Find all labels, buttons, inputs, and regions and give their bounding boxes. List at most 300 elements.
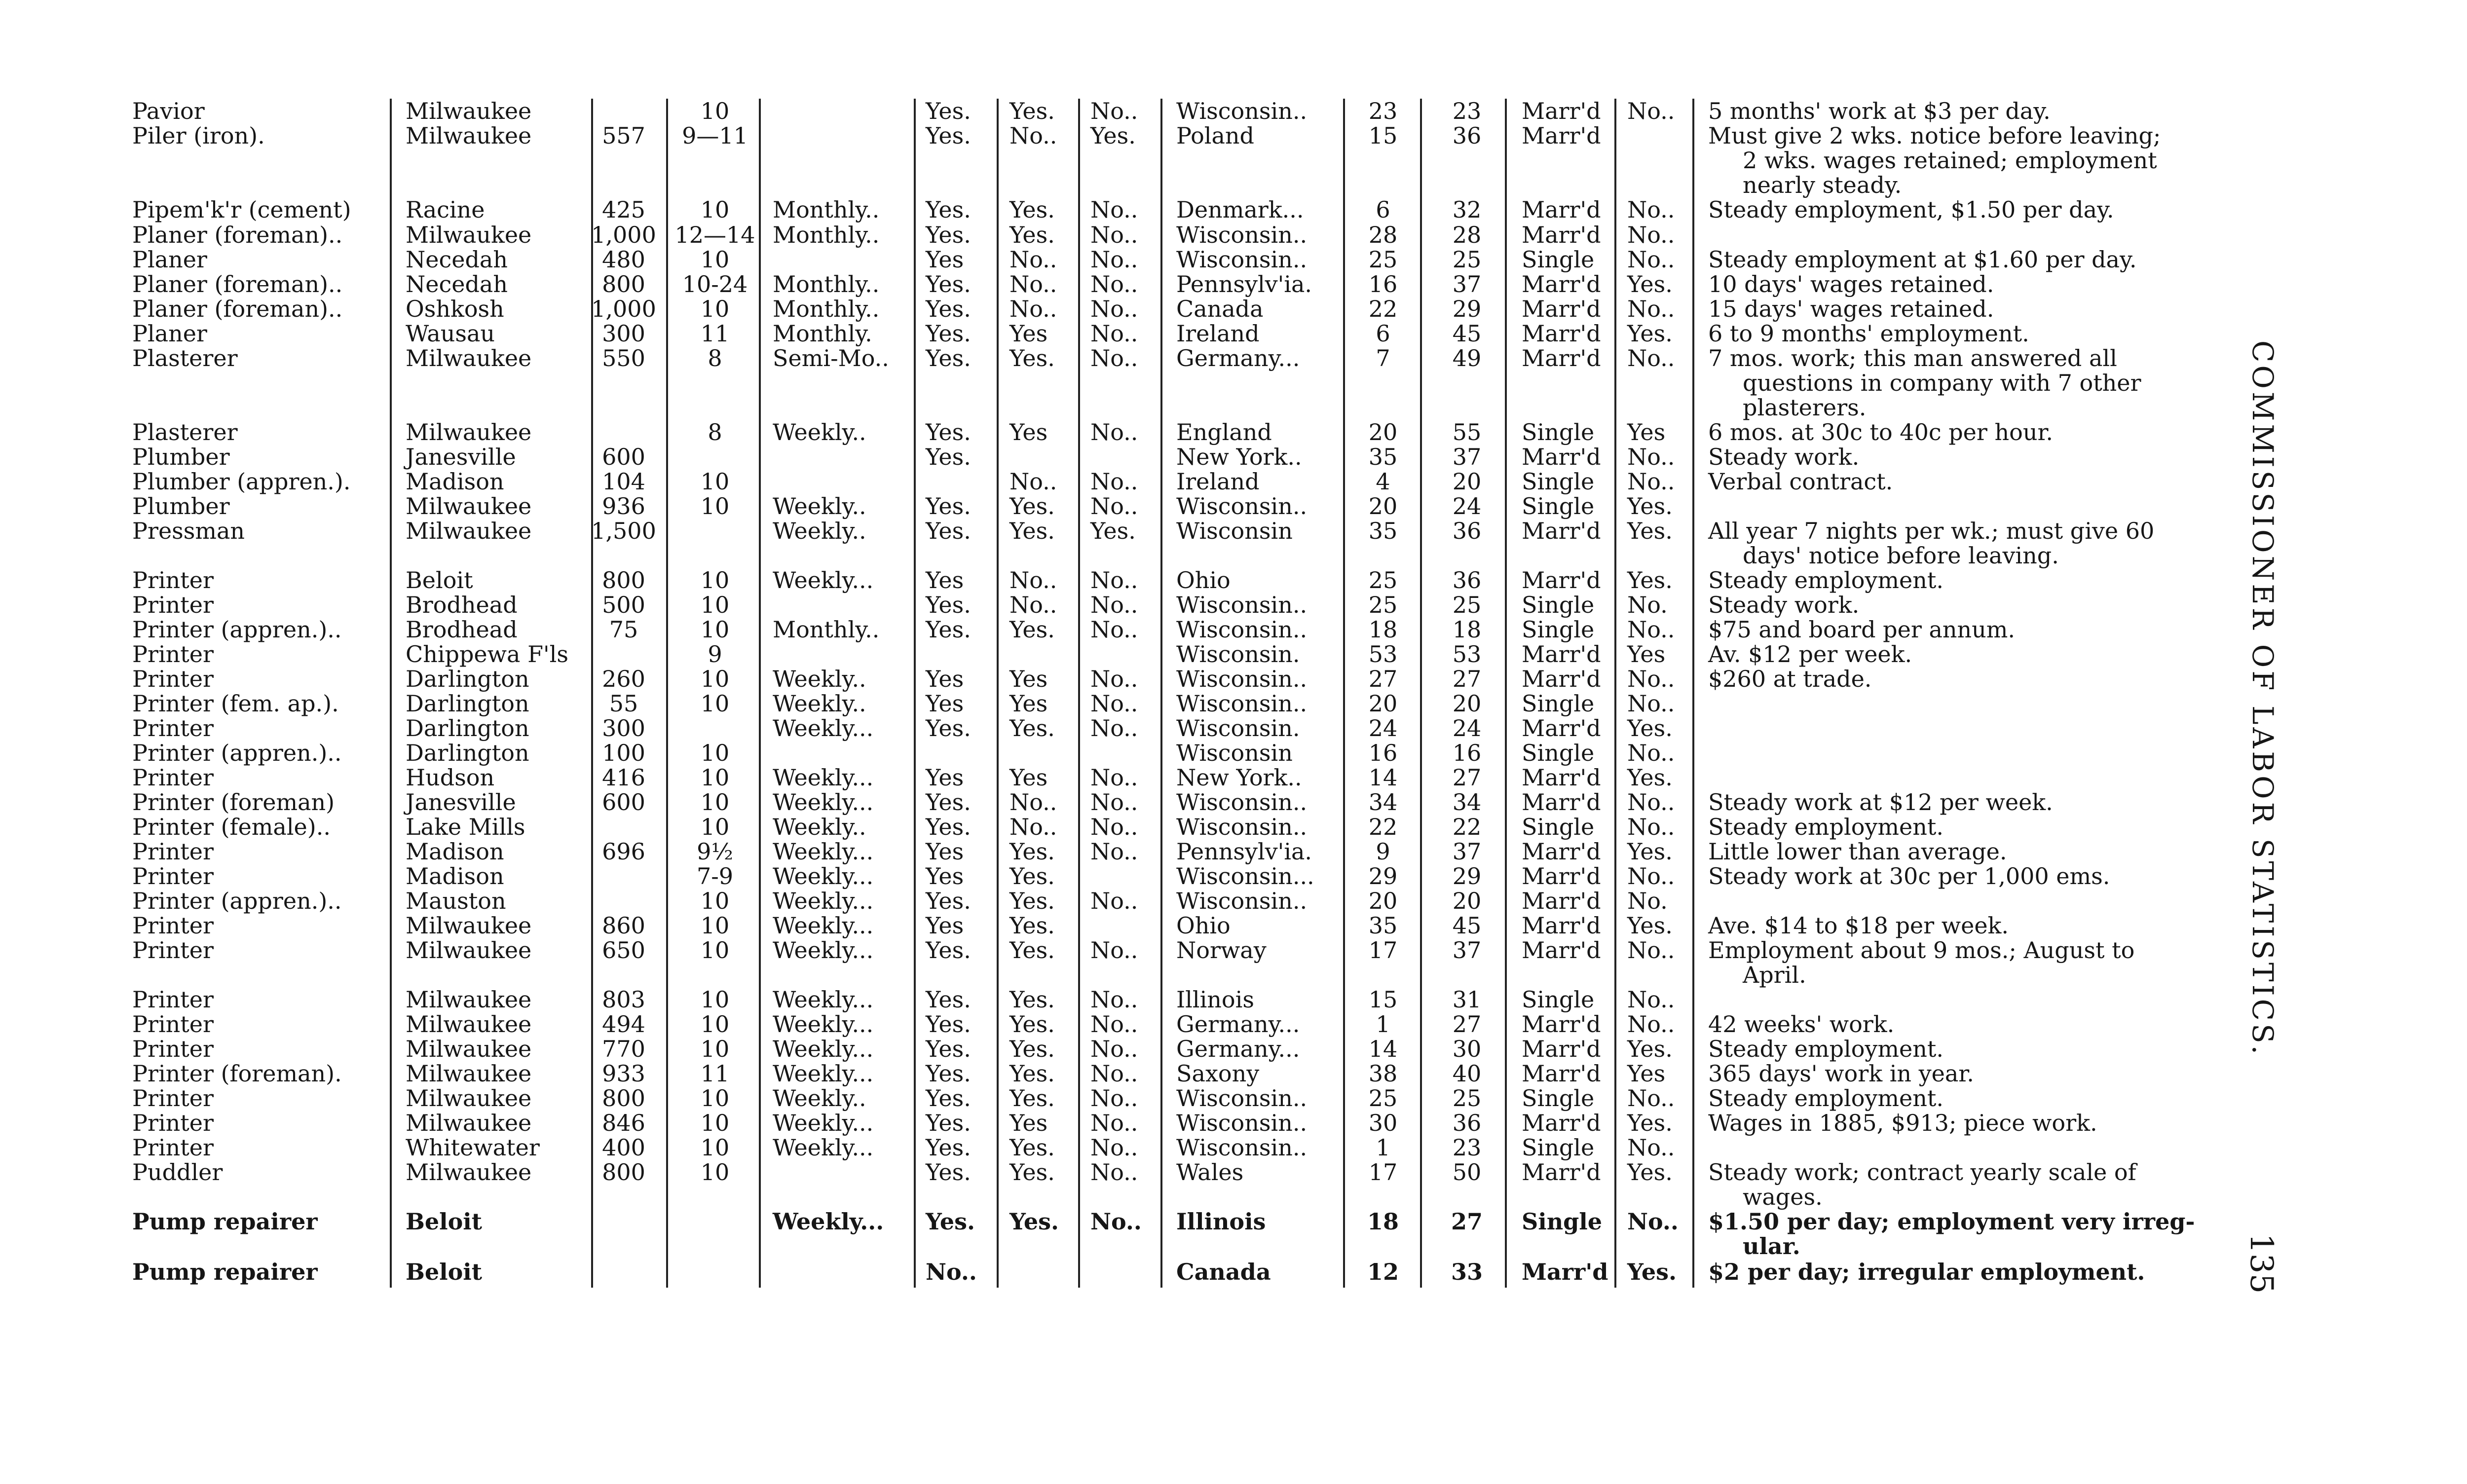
col7-cell: Yes.	[1009, 518, 1055, 544]
col7-cell: No..	[1009, 296, 1057, 322]
col6-cell: Yes.	[926, 122, 971, 149]
col13-cell: Yes.	[1627, 1159, 1673, 1186]
age-cell: 55	[1452, 419, 1482, 445]
col6-cell: Yes	[926, 567, 964, 594]
col6-cell: Yes.	[926, 320, 971, 347]
col7-cell: Yes.	[1009, 222, 1055, 248]
remarks-cell: Steady employment.	[1708, 814, 1944, 840]
col13-cell: No..	[1627, 1134, 1675, 1161]
hours-cell: 10	[700, 616, 730, 643]
hours-cell: 10	[700, 1134, 730, 1161]
remarks-cont-line: questions in company with 7 other	[1743, 370, 2141, 396]
col6-cell: Yes.	[926, 1159, 971, 1186]
col7-cell: No..	[1009, 789, 1057, 816]
occupation-cell: Printer	[132, 567, 214, 594]
city-cell: Milwaukee	[406, 1011, 532, 1038]
nativity-cell: Wisconsin	[1176, 518, 1293, 544]
city-cell: Darlington	[406, 690, 529, 717]
years-cell: 28	[1368, 222, 1398, 248]
col13-cell: Yes	[1627, 641, 1666, 668]
col13-cell: No..	[1627, 222, 1675, 248]
age-cell: 29	[1452, 296, 1482, 322]
occupation-cell: Printer (foreman)	[132, 789, 335, 816]
col13-cell: Yes.	[1627, 1036, 1673, 1062]
years-cell: 25	[1368, 592, 1398, 618]
hours-cell: 9—11	[682, 122, 748, 149]
col7-cell: Yes.	[1009, 196, 1055, 223]
occupation-cell: Planer	[132, 320, 207, 347]
nativity-cell: Saxony	[1176, 1060, 1260, 1087]
status-cell: Single	[1522, 493, 1595, 519]
earnings-cell: 800	[602, 271, 645, 297]
column-rule	[1692, 99, 1694, 1288]
hours-cell: 10	[700, 468, 730, 495]
age-cell: 28	[1452, 222, 1482, 248]
status-cell: Marr'd	[1522, 1036, 1601, 1062]
years-cell: 15	[1368, 122, 1398, 149]
city-cell: Chippewa F'ls	[406, 641, 568, 668]
paid-cell: Monthly..	[773, 222, 880, 248]
nativity-cell: Illinois	[1176, 1208, 1266, 1235]
occupation-cell: Planer (foreman)..	[132, 271, 343, 297]
hours-cell: 10	[700, 592, 730, 618]
age-cell: 32	[1452, 196, 1482, 223]
hours-cell: 10	[700, 789, 730, 816]
paid-cell: Weekly...	[773, 1011, 874, 1038]
age-cell: 36	[1452, 567, 1482, 594]
status-cell: Single	[1522, 986, 1595, 1013]
occupation-cell: Pump repairer	[132, 1259, 318, 1285]
city-cell: Brodhead	[406, 592, 518, 618]
nativity-cell: New York..	[1176, 444, 1302, 470]
nativity-cell: Wisconsin..	[1176, 814, 1308, 840]
nativity-cell: Norway	[1176, 937, 1267, 964]
col7-cell: No..	[1009, 246, 1057, 273]
occupation-cell: Printer (foreman).	[132, 1060, 342, 1087]
earnings-cell: 800	[602, 1085, 645, 1112]
earnings-cell: 75	[609, 616, 638, 643]
hours-cell: 10	[700, 1159, 730, 1186]
remarks-cell: Av. $12 per week.	[1708, 641, 1912, 668]
city-cell: Necedah	[406, 271, 508, 297]
hours-cell: 7-9	[696, 863, 734, 890]
remarks-cont-line: wages.	[1743, 1184, 1823, 1210]
status-cell: Single	[1522, 1085, 1595, 1112]
nativity-cell: Wisconsin..	[1176, 98, 1308, 124]
hours-cell: 10	[700, 666, 730, 692]
age-cell: 24	[1452, 493, 1482, 519]
city-cell: Madison	[406, 863, 504, 890]
years-cell: 34	[1368, 789, 1398, 816]
col13-cell: Yes.	[1627, 1110, 1673, 1136]
remarks-cell: 6 to 9 months' employment.	[1708, 320, 2029, 347]
nativity-cell: Pennsylv'ia.	[1176, 838, 1312, 865]
earnings-cell: 936	[602, 493, 645, 519]
paid-cell: Weekly..	[773, 666, 866, 692]
col6-cell: Yes.	[926, 814, 971, 840]
age-cell: 37	[1452, 838, 1482, 865]
col8-cell: No..	[1090, 98, 1138, 124]
nativity-cell: Wales	[1176, 1159, 1244, 1186]
nativity-cell: Poland	[1176, 122, 1254, 149]
nativity-cell: Illinois	[1176, 986, 1254, 1013]
remarks-cell: Ave. $14 to $18 per week.	[1708, 912, 2009, 939]
status-cell: Marr'd	[1522, 567, 1601, 594]
paid-cell: Weekly..	[773, 814, 866, 840]
status-cell: Single	[1522, 690, 1595, 717]
status-cell: Marr'd	[1522, 196, 1601, 223]
paid-cell: Weekly...	[773, 863, 874, 890]
years-cell: 25	[1368, 246, 1398, 273]
remarks-cell: 15 days' wages retained.	[1708, 296, 1994, 322]
col6-cell: Yes	[926, 764, 964, 791]
col6-cell: Yes	[926, 246, 964, 273]
occupation-cell: Printer	[132, 937, 214, 964]
col8-cell: No..	[1090, 1011, 1138, 1038]
earnings-cell: 416	[602, 764, 645, 791]
col8-cell: No..	[1090, 986, 1138, 1013]
hours-cell: 10	[700, 246, 730, 273]
occupation-cell: Puddler	[132, 1159, 223, 1186]
status-cell: Marr'd	[1522, 296, 1601, 322]
remarks-cell: Steady employment.	[1708, 567, 1944, 594]
earnings-cell: 600	[602, 789, 645, 816]
col7-cell: No..	[1009, 567, 1057, 594]
years-cell: 35	[1368, 518, 1398, 544]
status-cell: Marr'd	[1522, 863, 1601, 890]
occupation-cell: Printer (appren.)..	[132, 616, 342, 643]
city-cell: Mauston	[406, 888, 506, 914]
years-cell: 53	[1368, 641, 1398, 668]
hours-cell: 10	[700, 814, 730, 840]
col13-cell: No..	[1627, 98, 1675, 124]
occupation-cell: Printer	[132, 912, 214, 939]
hours-cell: 10	[700, 98, 730, 124]
paid-cell: Weekly..	[773, 1085, 866, 1112]
city-cell: Beloit	[406, 1259, 483, 1285]
col13-cell: Yes.	[1627, 912, 1673, 939]
status-cell: Marr'd	[1522, 320, 1601, 347]
age-cell: 36	[1452, 122, 1482, 149]
paid-cell: Monthly..	[773, 616, 880, 643]
age-cell: 45	[1452, 912, 1482, 939]
occupation-cell: Plumber	[132, 493, 230, 519]
earnings-cell: 557	[602, 122, 645, 149]
age-cell: 23	[1452, 1134, 1482, 1161]
hours-cell: 10	[700, 1011, 730, 1038]
years-cell: 29	[1368, 863, 1398, 890]
nativity-cell: Wisconsin..	[1176, 690, 1308, 717]
city-cell: Beloit	[406, 567, 473, 594]
age-cell: 37	[1452, 271, 1482, 297]
years-cell: 22	[1368, 296, 1398, 322]
years-cell: 30	[1368, 1110, 1398, 1136]
col7-cell: Yes.	[1009, 98, 1055, 124]
hours-cell: 10-24	[682, 271, 748, 297]
nativity-cell: Wisconsin..	[1176, 1110, 1308, 1136]
nativity-cell: Wisconsin..	[1176, 1134, 1308, 1161]
col13-cell: No..	[1627, 296, 1675, 322]
age-cell: 37	[1452, 444, 1482, 470]
col6-cell: Yes	[926, 690, 964, 717]
years-cell: 25	[1368, 567, 1398, 594]
col13-cell: Yes.	[1627, 518, 1673, 544]
occupation-cell: Printer	[132, 764, 214, 791]
col6-cell: Yes.	[926, 296, 971, 322]
nativity-cell: Wisconsin..	[1176, 222, 1308, 248]
col13-cell: No..	[1627, 986, 1675, 1013]
years-cell: 24	[1368, 715, 1398, 742]
col6-cell: Yes.	[926, 98, 971, 124]
remarks-cell: $1.50 per day; employment very irreg-	[1708, 1208, 2195, 1235]
hours-cell: 10	[700, 912, 730, 939]
page-number: 135	[2243, 1233, 2280, 1294]
occupation-cell: Printer	[132, 1110, 214, 1136]
column-rule	[591, 99, 593, 1288]
years-cell: 20	[1368, 888, 1398, 914]
status-cell: Marr'd	[1522, 444, 1601, 470]
running-title: COMMISSIONER OF LABOR STATISTICS.	[2246, 340, 2280, 1058]
nativity-cell: Canada	[1176, 1259, 1271, 1285]
occupation-cell: Printer	[132, 863, 214, 890]
col7-cell: Yes.	[1009, 937, 1055, 964]
city-cell: Whitewater	[406, 1134, 540, 1161]
years-cell: 6	[1376, 196, 1390, 223]
years-cell: 9	[1376, 838, 1390, 865]
col7-cell: No..	[1009, 592, 1057, 618]
years-cell: 16	[1368, 271, 1398, 297]
hours-cell: 10	[700, 296, 730, 322]
col13-cell: Yes	[1627, 419, 1666, 445]
col13-cell: No..	[1627, 1085, 1675, 1112]
col7-cell: Yes.	[1009, 863, 1055, 890]
age-cell: 20	[1452, 468, 1482, 495]
col8-cell: Yes.	[1090, 122, 1136, 149]
status-cell: Marr'd	[1522, 789, 1601, 816]
years-cell: 1	[1376, 1134, 1390, 1161]
col13-cell: Yes.	[1627, 838, 1673, 865]
nativity-cell: Wisconsin..	[1176, 246, 1308, 273]
hours-cell: 8	[708, 345, 722, 371]
col13-cell: No..	[1627, 196, 1675, 223]
status-cell: Marr'd	[1522, 271, 1601, 297]
occupation-cell: Planer (foreman)..	[132, 296, 343, 322]
city-cell: Milwaukee	[406, 345, 532, 371]
nativity-cell: Wisconsin..	[1176, 493, 1308, 519]
col8-cell: No..	[1090, 271, 1138, 297]
years-cell: 12	[1367, 1259, 1399, 1285]
status-cell: Marr'd	[1522, 937, 1601, 964]
occupation-cell: Pump repairer	[132, 1208, 318, 1235]
earnings-cell: 104	[602, 468, 645, 495]
col6-cell: No..	[926, 1259, 977, 1285]
city-cell: Beloit	[406, 1208, 483, 1235]
remarks-cell: Steady employment.	[1708, 1036, 1944, 1062]
city-cell: Milwaukee	[406, 912, 532, 939]
paid-cell: Weekly...	[773, 937, 874, 964]
age-cell: 29	[1452, 863, 1482, 890]
col8-cell: No..	[1090, 419, 1138, 445]
col6-cell: Yes.	[926, 1085, 971, 1112]
hours-cell: 10	[700, 1036, 730, 1062]
paid-cell: Semi-Mo..	[773, 345, 889, 371]
remarks-cell: Steady employment, $1.50 per day.	[1708, 196, 2114, 223]
hours-cell: 10	[700, 690, 730, 717]
remarks-cell: Steady work; contract yearly scale of	[1708, 1159, 2136, 1186]
occupation-cell: Pipem'k'r (cement)	[132, 196, 351, 223]
nativity-cell: Germany...	[1176, 1036, 1300, 1062]
status-cell: Single	[1522, 468, 1595, 495]
col13-cell: No..	[1627, 246, 1675, 273]
occupation-cell: Printer	[132, 1134, 214, 1161]
years-cell: 17	[1368, 1159, 1398, 1186]
earnings-cell: 860	[602, 912, 645, 939]
col7-cell: Yes.	[1009, 986, 1055, 1013]
col6-cell: Yes.	[926, 222, 971, 248]
paid-cell: Weekly..	[773, 493, 866, 519]
hours-cell: 10	[700, 937, 730, 964]
col13-cell: Yes.	[1627, 567, 1673, 594]
age-cell: 22	[1452, 814, 1482, 840]
col8-cell: No..	[1090, 222, 1138, 248]
age-cell: 49	[1452, 345, 1482, 371]
col7-cell: No..	[1009, 468, 1057, 495]
nativity-cell: Wisconsin...	[1176, 863, 1314, 890]
col7-cell: Yes.	[1009, 1159, 1055, 1186]
col13-cell: No..	[1627, 863, 1675, 890]
nativity-cell: Wisconsin..	[1176, 616, 1308, 643]
years-cell: 7	[1376, 345, 1390, 371]
status-cell: Marr'd	[1522, 1011, 1601, 1038]
col6-cell: Yes.	[926, 1208, 975, 1235]
col6-cell: Yes.	[926, 1011, 971, 1038]
earnings-cell: 846	[602, 1110, 645, 1136]
earnings-cell: 500	[602, 592, 645, 618]
col7-cell: Yes.	[1009, 1134, 1055, 1161]
nativity-cell: Canada	[1176, 296, 1264, 322]
occupation-cell: Printer (appren.)..	[132, 740, 342, 766]
occupation-cell: Printer	[132, 1036, 214, 1062]
column-rule	[1505, 99, 1507, 1288]
col7-cell: Yes.	[1009, 1085, 1055, 1112]
col7-cell: Yes.	[1009, 888, 1055, 914]
remarks-cell: 7 mos. work; this man answered all	[1708, 345, 2117, 371]
col13-cell: Yes.	[1627, 715, 1673, 742]
occupation-cell: Printer	[132, 666, 214, 692]
remarks-cell: 42 weeks' work.	[1708, 1011, 1895, 1038]
years-cell: 1	[1376, 1011, 1390, 1038]
city-cell: Milwaukee	[406, 518, 532, 544]
col7-cell: No..	[1009, 122, 1057, 149]
remarks-cell: Steady work.	[1708, 592, 1860, 618]
paid-cell: Weekly..	[773, 419, 866, 445]
col13-cell: No..	[1627, 444, 1675, 470]
col6-cell: Yes.	[926, 1110, 971, 1136]
col8-cell: No..	[1090, 296, 1138, 322]
status-cell: Single	[1522, 740, 1595, 766]
remarks-cell: Must give 2 wks. notice before leaving;	[1708, 122, 2161, 149]
paid-cell: Weekly...	[773, 764, 874, 791]
col13-cell: Yes.	[1627, 493, 1673, 519]
city-cell: Racine	[406, 196, 485, 223]
col8-cell: No..	[1090, 666, 1138, 692]
hours-cell: 8	[708, 419, 722, 445]
occupation-cell: Printer (female)..	[132, 814, 331, 840]
col8-cell: No..	[1090, 1036, 1138, 1062]
remarks-cont-line: nearly steady.	[1743, 172, 1902, 198]
col8-cell: No..	[1090, 345, 1138, 371]
occupation-cell: Plumber (appren.).	[132, 468, 351, 495]
city-cell: Milwaukee	[406, 1085, 532, 1112]
col8-cell: No..	[1090, 1060, 1138, 1087]
paid-cell: Weekly...	[773, 1208, 884, 1235]
col7-cell: Yes.	[1009, 912, 1055, 939]
hours-cell: 10	[700, 986, 730, 1013]
occupation-cell: Plasterer	[132, 345, 238, 371]
remarks-cell: $260 at trade.	[1708, 666, 1872, 692]
age-cell: 27	[1452, 764, 1482, 791]
city-cell: Hudson	[406, 764, 495, 791]
col6-cell: Yes.	[926, 986, 971, 1013]
col6-cell: Yes	[926, 666, 964, 692]
col7-cell: Yes	[1009, 764, 1048, 791]
nativity-cell: Wisconsin..	[1176, 789, 1308, 816]
remarks-cell: Steady work at $12 per week.	[1708, 789, 2053, 816]
earnings-cell: 803	[602, 986, 645, 1013]
hours-cell: 10	[700, 1085, 730, 1112]
earnings-cell: 1,500	[591, 518, 656, 544]
col6-cell: Yes.	[926, 789, 971, 816]
paid-cell: Weekly...	[773, 1110, 874, 1136]
years-cell: 22	[1368, 814, 1398, 840]
nativity-cell: Pennsylv'ia.	[1176, 271, 1312, 297]
col6-cell: Yes.	[926, 937, 971, 964]
remarks-cell: Wages in 1885, $913; piece work.	[1708, 1110, 2097, 1136]
nativity-cell: Wisconsin..	[1176, 666, 1308, 692]
remarks-cell: Steady employment.	[1708, 1085, 1944, 1112]
years-cell: 14	[1368, 1036, 1398, 1062]
status-cell: Marr'd	[1522, 518, 1601, 544]
hours-cell: 9	[708, 641, 722, 668]
paid-cell: Monthly.	[773, 320, 872, 347]
occupation-cell: Printer	[132, 641, 214, 668]
age-cell: 18	[1452, 616, 1482, 643]
city-cell: Milwaukee	[406, 98, 532, 124]
col7-cell: Yes.	[1009, 493, 1055, 519]
status-cell: Marr'd	[1522, 1259, 1608, 1285]
age-cell: 23	[1452, 98, 1482, 124]
col7-cell: Yes	[1009, 690, 1048, 717]
col8-cell: No..	[1090, 592, 1138, 618]
col13-cell: Yes	[1627, 1060, 1666, 1087]
col13-cell: No..	[1627, 666, 1675, 692]
city-cell: Milwaukee	[406, 1159, 532, 1186]
column-rule	[1160, 99, 1162, 1288]
col6-cell: Yes.	[926, 888, 971, 914]
city-cell: Madison	[406, 468, 504, 495]
age-cell: 27	[1452, 1011, 1482, 1038]
status-cell: Single	[1522, 1208, 1603, 1235]
status-cell: Marr'd	[1522, 1110, 1601, 1136]
earnings-cell: 100	[602, 740, 645, 766]
earnings-cell: 425	[602, 196, 645, 223]
earnings-cell: 480	[602, 246, 645, 273]
column-rule	[1614, 99, 1616, 1288]
remarks-cell: 6 mos. at 30c to 40c per hour.	[1708, 419, 2054, 445]
nativity-cell: Wisconsin..	[1176, 592, 1308, 618]
hours-cell: 10	[700, 1110, 730, 1136]
remarks-cell: 365 days' work in year.	[1708, 1060, 1974, 1087]
